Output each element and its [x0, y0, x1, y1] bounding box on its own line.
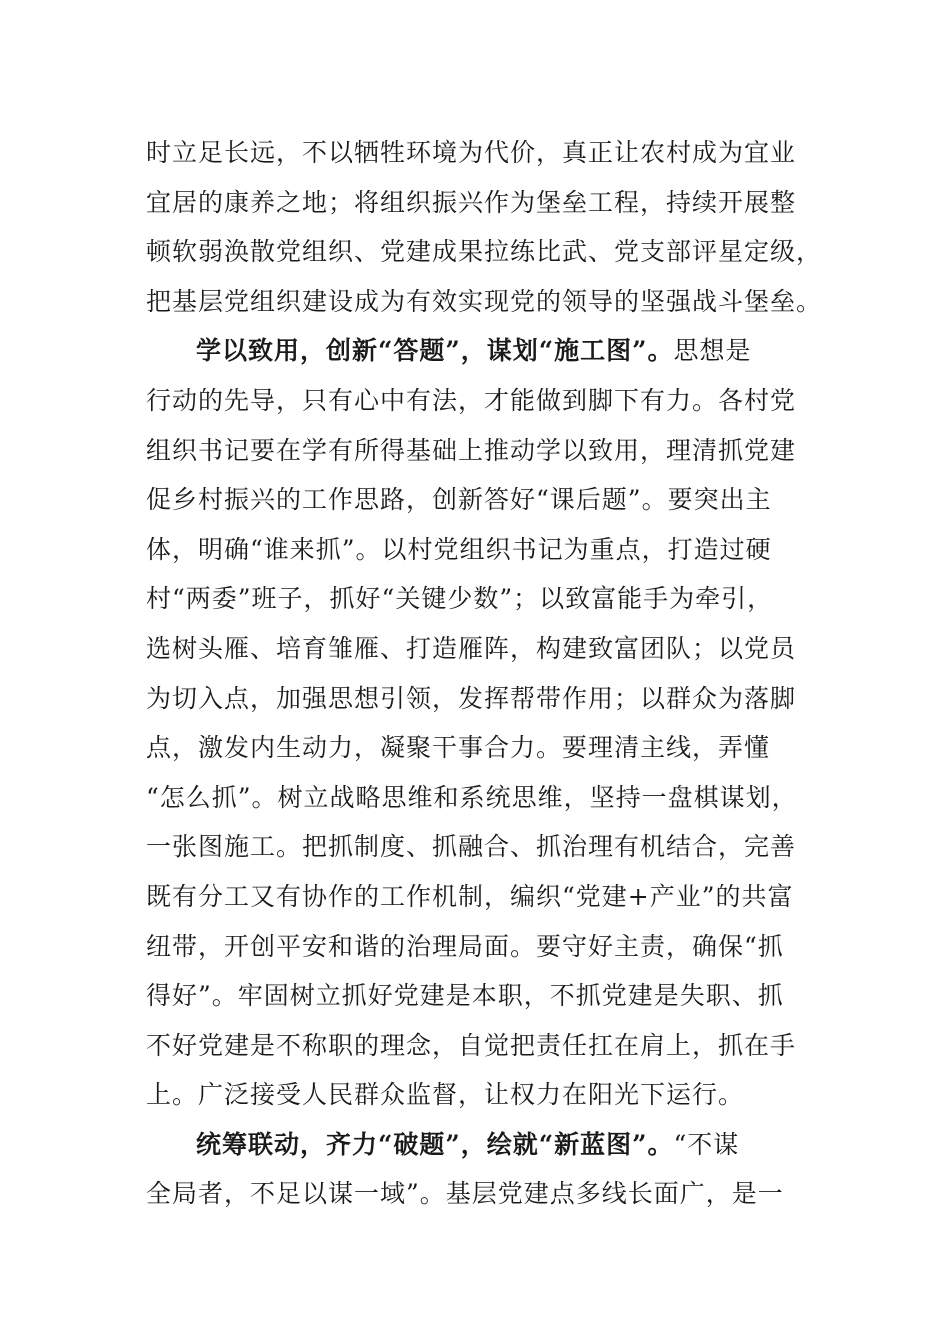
text-line: 村“两委”班子，抓好“关键少数”；以致富能手为牵引，	[146, 584, 774, 614]
text-line: 时立足长远，不以牺牲环境为代价，真正让农村成为宜业	[146, 138, 797, 167]
text-line: 顿软弱涣散党组织、党建成果拉练比武、党支部评星定级，	[146, 237, 823, 267]
text-line: 得好”。牢固树立抓好党建是本职，不抓党建是失职、抓	[146, 981, 784, 1011]
text-line: 行动的先导，只有心中有法，才能做到脚下有力。各村党	[146, 385, 797, 415]
text-line: 上。广泛接受人民群众监督，让权力在阳光下运行。	[146, 1080, 745, 1110]
text-line: 全局者，不足以谋一域”。基层党建点多线长面广，是一	[146, 1179, 784, 1209]
text-line: 既有分工又有协作的工作机制，编织“党建+产业”的共富	[146, 881, 794, 911]
body-text	[146, 128, 823, 1219]
text-line: 纽带，开创平安和谐的治理局面。要守好主责，确保“抓	[146, 931, 784, 961]
text-line: 选树头雁、培育雏雁、打造雁阵，构建致富团队；以党员	[146, 633, 797, 663]
text-line: 组织书记要在学有所得基础上推动学以致用，理清抓党建	[146, 435, 797, 465]
section-heading: 学以致用，创新“答题”，谋划“施工图”。	[196, 336, 674, 366]
text-line: 不好党建是不称职的理念，自觉把责任扛在肩上，抓在手	[146, 1030, 797, 1060]
text-line: 一张图施工。把抓制度、抓融合、抓治理有机结合，完善	[146, 832, 797, 862]
section-heading-line	[146, 326, 806, 376]
text-line: 为切入点，加强思想引领，发挥帮带作用；以群众为落脚	[146, 683, 797, 713]
text-line: “怎么抓”。树立战略思维和系统思维，坚持一盘棋谋划，	[146, 782, 798, 812]
heading-line-text: “不谋	[673, 1129, 740, 1159]
text-line: 宜居的康养之地；将组织振兴作为堡垒工程，持续开展整	[146, 187, 797, 217]
heading-line-text: 思想是	[673, 336, 752, 366]
text-line: 体，明确“谁来抓”。以村党组织书记为重点，打造过硬	[146, 534, 772, 564]
text-line: 促乡村振兴的工作思路，创新答好“课后题”。要突出主	[146, 485, 772, 515]
section-heading-line	[146, 1120, 806, 1170]
section-heading: 统筹联动，齐力“破题”，绘就“新蓝图”。	[196, 1129, 674, 1159]
text-line: 把基层党组织建设成为有效实现党的领导的坚强战斗堡垒。	[146, 286, 823, 316]
text-line: 点，激发内生动力，凝聚干事合力。要理清主线，弄懂	[146, 733, 771, 763]
